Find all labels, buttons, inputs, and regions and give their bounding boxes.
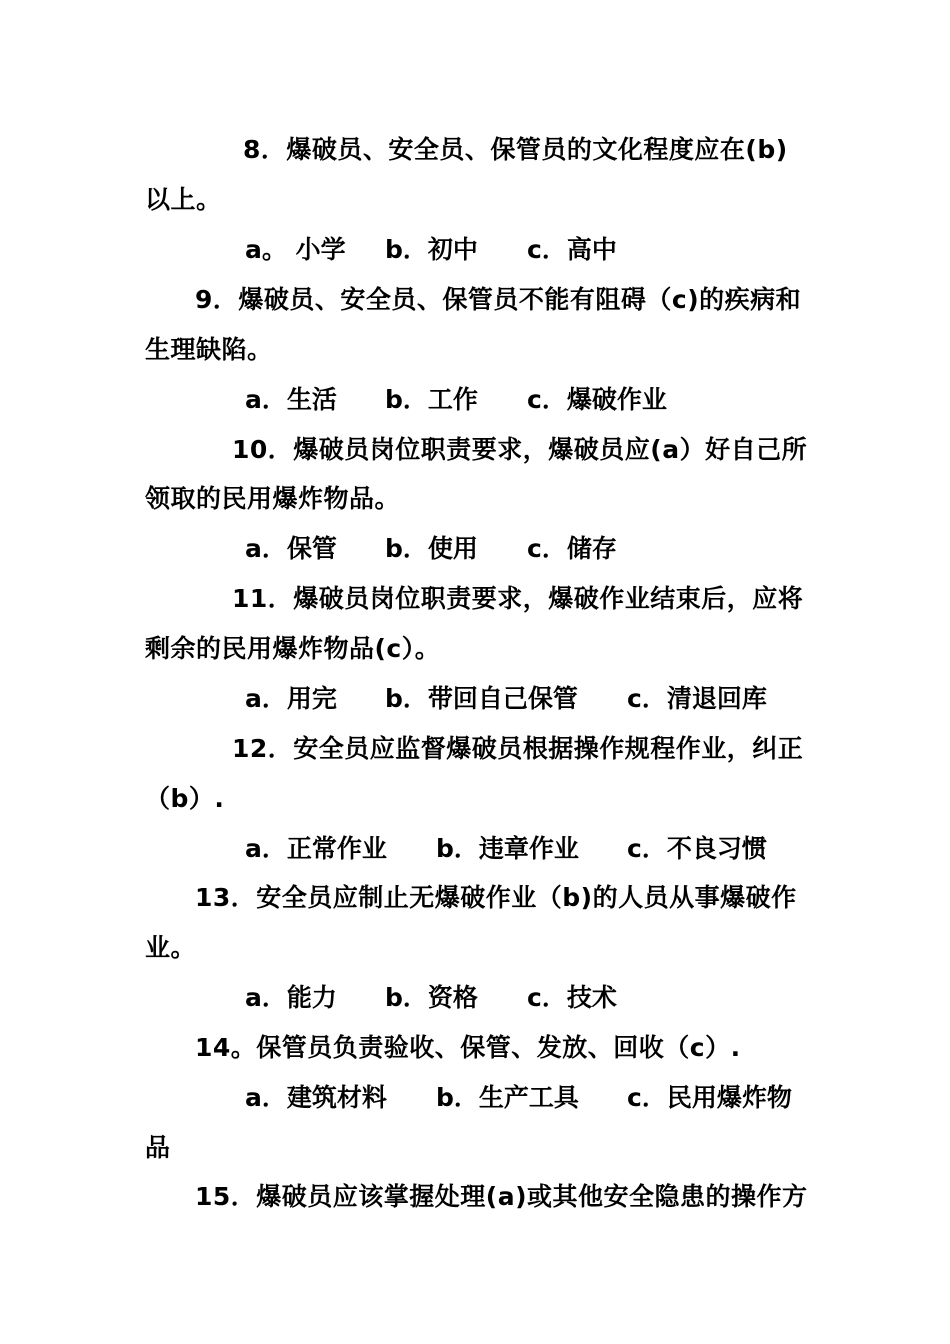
q10-option-a: a．保管	[245, 534, 337, 563]
q9-option-b: b．工作	[385, 385, 478, 414]
q9-text-line2: 生理缺陷。	[145, 335, 273, 364]
q12-text-line2: （b）.	[145, 784, 225, 813]
q11-text-line1: 11．爆破员岗位职责要求，爆破作业结束后，应将	[232, 584, 804, 613]
q10-option-b: b．使用	[385, 534, 478, 563]
q8-option-b: b．初中	[385, 235, 478, 264]
q11-option-c: c．清退回库	[627, 684, 767, 713]
q12-option-c: c．不良习惯	[627, 834, 767, 863]
q14-text-line1: 14。保管员负责验收、保管、发放、回收（c）.	[195, 1033, 741, 1062]
q8-option-a: a。 小学	[245, 235, 346, 264]
q12-option-b: b．违章作业	[436, 834, 579, 863]
q8-text-line2: 以上。	[145, 185, 222, 214]
q14-option-c-continuation: 品	[145, 1133, 171, 1162]
q8-text-line1: 8．爆破员、安全员、保管员的文化程度应在(b)	[243, 135, 788, 164]
q14-option-c: c．民用爆炸物	[627, 1083, 792, 1112]
q13-option-c: c．技术	[527, 983, 617, 1012]
q9-option-c: c．爆破作业	[527, 385, 667, 414]
q9-option-a: a．生活	[245, 385, 337, 414]
q11-option-a: a．用完	[245, 684, 337, 713]
q15-text-line1: 15．爆破员应该掌握处理(a)或其他安全隐患的操作方	[195, 1182, 808, 1211]
q13-option-b: b．资格	[385, 983, 478, 1012]
q13-option-a: a．能力	[245, 983, 337, 1012]
q10-text-line2: 领取的民用爆炸物品。	[145, 484, 401, 513]
q11-option-b: b．带回自己保管	[385, 684, 578, 713]
q11-text-line2: 剩余的民用爆炸物品(c）。	[145, 634, 441, 663]
q12-option-a: a．正常作业	[245, 834, 387, 863]
q13-text-line2: 业。	[145, 933, 197, 962]
q10-text-line1: 10．爆破员岗位职责要求，爆破员应(a）好自己所	[232, 435, 808, 464]
q9-text-line1: 9．爆破员、安全员、保管员不能有阻碍（c)的疾病和	[195, 285, 802, 314]
q10-option-c: c．储存	[527, 534, 617, 563]
q8-option-c: c．高中	[527, 235, 617, 264]
q14-option-b: b．生产工具	[436, 1083, 579, 1112]
q12-text-line1: 12．安全员应监督爆破员根据操作规程作业，纠正	[232, 734, 804, 763]
q13-text-line1: 13．安全员应制止无爆破作业（b)的人员从事爆破作	[195, 883, 797, 912]
q14-option-a: a．建筑材料	[245, 1083, 387, 1112]
